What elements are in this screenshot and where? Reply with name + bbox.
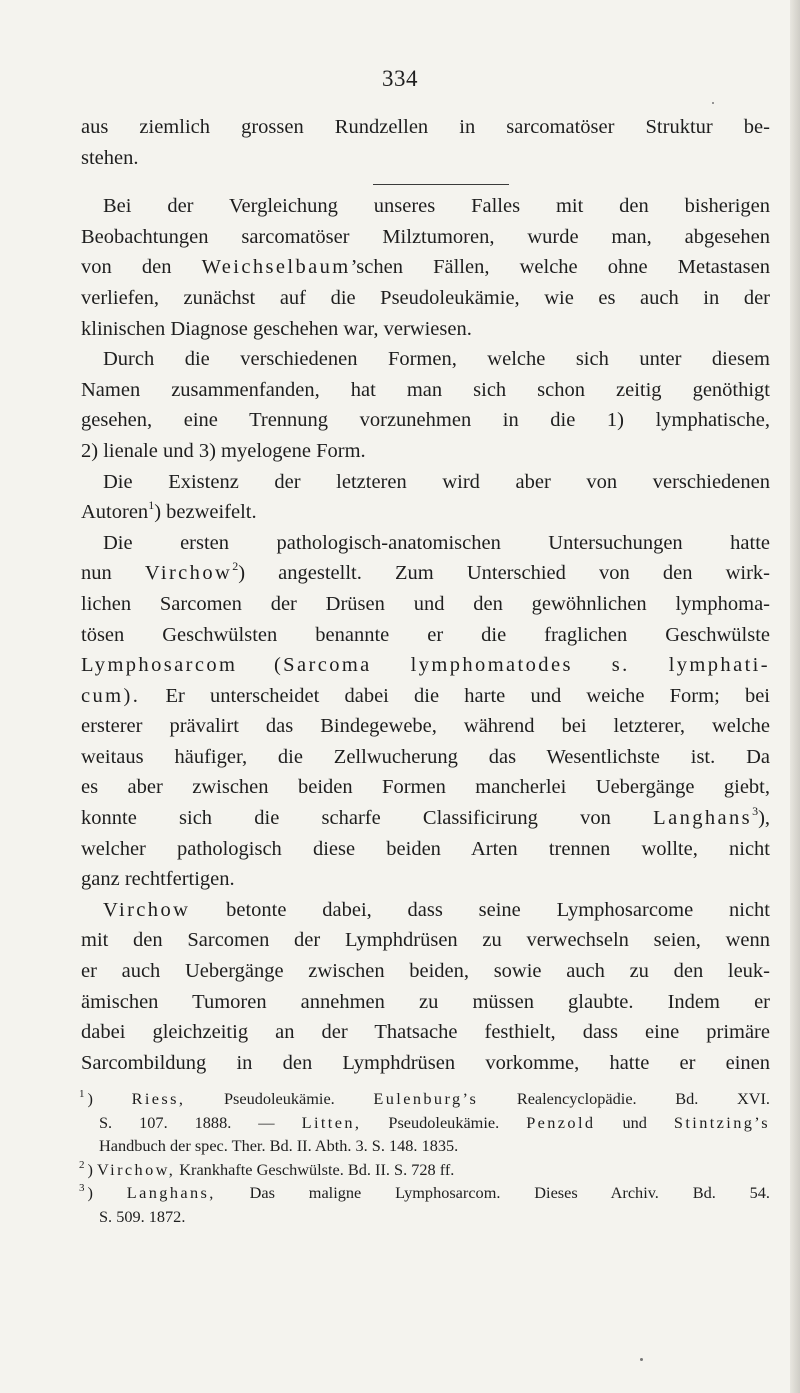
author-name: Virchow: [144, 562, 233, 585]
footnote-mark: 2: [79, 1158, 85, 1171]
text-line: Bei der Vergleichung unseres Falles mit den bisherigen: [103, 195, 770, 218]
text-line: Sarcombildung in den Lymphdrüsen vorkomme, hatte er einen: [81, 1051, 770, 1074]
term: cum).: [81, 684, 141, 707]
text-run: nun: [81, 562, 112, 585]
paper-speck: [712, 102, 714, 104]
text-run: Autoren: [81, 501, 149, 524]
footnote-1-cont: Handbuch der spec. Ther. Bd. II. Abth. 3. S. 148. 1835.: [99, 1136, 459, 1156]
text-line: ersterer prävalirt das Bindegewebe, während bei letzterer, welche: [81, 715, 770, 738]
text-run: betonte dabei, dass seine Lymphosarcome nicht: [226, 898, 770, 921]
author-name: Riess,: [131, 1089, 186, 1108]
text-run: Pseudoleukämie.: [223, 1089, 335, 1108]
text-line: ganz rechtfertigen.: [81, 868, 235, 891]
text-run: ),: [758, 807, 771, 830]
footnote-ref: 3: [752, 804, 759, 819]
text-line: Durch die verschiedenen Formen, welche sich unter diesem: [103, 348, 770, 371]
footnote-3: $^3$ ) Langhans, Das maligne Lymphosarcom. Dieses Archiv. Bd. 54.: [79, 1182, 770, 1203]
text-line: mit den Sarcomen der Lymphdrüsen zu verwechseln seien, wenn: [81, 929, 770, 952]
text-line: gesehen, eine Trennung vorzunehmen in die 1) lymphatische,: [81, 409, 770, 432]
text-line: Beobachtungen sarcomatöser Milztumoren, wurde man, abgesehen: [81, 225, 770, 248]
footnotes: [79, 1087, 770, 1229]
text-line: [81, 650, 770, 681]
text-run: von den: [81, 256, 172, 279]
paper-speck: [640, 1358, 643, 1361]
text-line: welcher pathologisch diese beiden Arten trennen wollte, nicht: [81, 837, 770, 860]
text-line: verliefen, zunächst auf die Pseudoleukämie, wie es auch in der: [81, 286, 770, 309]
term: (Sarcoma lymphomatodes s. lymphati-: [273, 654, 770, 677]
text-run: ) bezweifelt.: [154, 501, 257, 524]
text-line: [81, 252, 770, 283]
footnote-ref: 2: [232, 559, 239, 574]
text-run: Er unterscheidet dabei die harte und weiche Form; bei: [165, 684, 770, 707]
text-line: [81, 681, 770, 712]
body-text: [81, 112, 770, 1078]
text-line: dabei gleichzeitig an der Thatsache festhielt, dass eine primäre: [81, 1021, 770, 1044]
text-line: [81, 558, 770, 589]
text-line: stehen.: [81, 146, 139, 169]
text-line: Die Existenz der letzteren wird aber von verschiedenen: [103, 470, 770, 493]
text-line: weitaus häufiger, die Zellwucherung das Wesentlichste ist. Da: [81, 745, 770, 768]
author-name: Weichselbaum: [201, 256, 351, 279]
text-line: aus ziemlich grossen Rundzellen in sarcomatöser Struktur be-: [81, 116, 770, 138]
text-run: S. 107. 1888. —: [99, 1112, 275, 1132]
footnote-3-cont: S. 509. 1872.: [99, 1206, 186, 1226]
author-name: Penzold: [526, 1112, 596, 1132]
footnote-mark: 1: [79, 1088, 85, 1100]
text-line: [81, 803, 770, 834]
footnote-2: $^2$ ) Virchow, Krankhafte Geschwülste. Bd. II. S. 728 ff.: [79, 1158, 455, 1179]
text-run: ’schen Fällen, welche ohne Metastasen: [350, 256, 770, 279]
author-name: Virchow: [103, 898, 191, 921]
text-run: Pseudoleukämie.: [388, 1112, 500, 1132]
page-edge-shadow: [790, 0, 800, 1393]
text-line: 2) lienale und 3) myelogene Form.: [81, 439, 366, 462]
text-line: Namen zusammenfanden, hat man sich schon zeitig genöthigt: [81, 378, 770, 401]
author-name: Stintzing’s: [673, 1112, 770, 1132]
footnote-ref: 1: [148, 498, 155, 513]
page-number: 334: [382, 66, 418, 91]
footnote-mark: 3: [79, 1182, 85, 1195]
text-line: [81, 497, 770, 528]
text-line: er auch Uebergänge zwischen beiden, sowie auch zu den leuk-: [81, 960, 770, 983]
term: Lymphosarcom: [81, 654, 238, 677]
author-name: Langhans: [653, 807, 753, 830]
text-run: Das maligne Lymphosarcom. Dieses Archiv. Bd. 54.: [249, 1183, 770, 1203]
text-line: lichen Sarcomen der Drüsen und den gewöhnlichen lymphoma-: [81, 592, 770, 615]
text-run: und: [622, 1112, 647, 1132]
text-line: ämischen Tumoren annehmen zu müssen glaubte. Indem er: [81, 990, 770, 1013]
text-line: tösen Geschwülsten benannte er die fraglichen Geschwülste: [81, 623, 770, 646]
text-run: ) angestellt. Zum Unterschied von den wirk-: [238, 562, 771, 585]
text-run: Realencyclopädie. Bd. XVI.: [516, 1089, 770, 1108]
footnote-1-cont: [99, 1111, 770, 1135]
author-name: Langhans,: [126, 1183, 216, 1203]
author-name: Eulenburg’s: [373, 1089, 479, 1108]
text-line: Die ersten pathologisch-anatomischen Untersuchungen hatte: [103, 531, 770, 554]
text-run: Krankhafte Geschwülste. Bd. II. S. 728 ff.: [179, 1159, 455, 1179]
text-line: es aber zwischen beiden Formen mancherlei Uebergänge giebt,: [81, 776, 770, 799]
text-line: [81, 895, 770, 926]
footnote-1: $^1$ ) Riess, Pseudoleukämie. Eulenburg’s Realencyclopädie. Bd. XVI.: [79, 1088, 770, 1108]
author-name: Virchow,: [97, 1159, 176, 1179]
paragraph-gap: [81, 179, 770, 191]
text-line: klinischen Diagnose geschehen war, verwiesen.: [81, 317, 472, 340]
author-name: Litten,: [301, 1112, 362, 1132]
text-run: konnte sich die scharfe Classificirung von: [81, 807, 611, 830]
